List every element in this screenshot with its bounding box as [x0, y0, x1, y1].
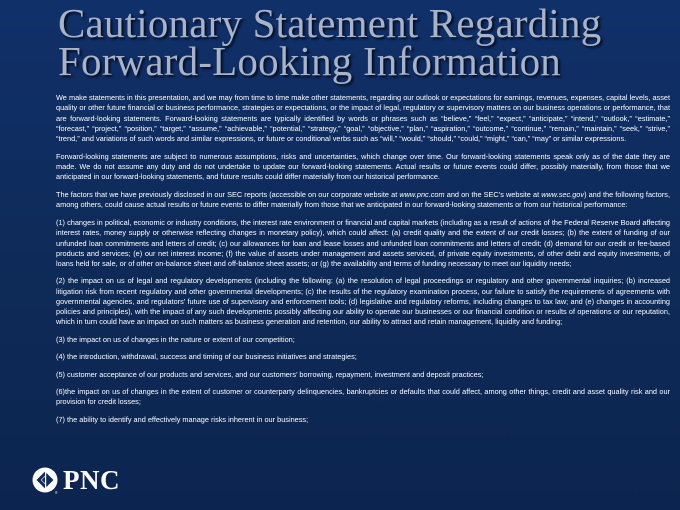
factor-item-4: (4) the introduction, withdrawal, success and timing of our business initiatives and strategies; — [56, 352, 357, 362]
factor-item-7: (7) the ability to identify and effectively manage risks inherent in our business; — [56, 414, 309, 424]
factor-item-6: (6)the impact on us of changes in the extent of customer or counterparty delinquencies, bankruptcies or defaults that could affect, among other things, credit and asset quality risk and our provision for credit losses; — [56, 387, 670, 407]
title-line-2: Forward-Looking Information — [58, 38, 561, 84]
slide-title — [58, 0, 668, 84]
factors-text-middle: and on the SEC’s website at — [444, 190, 542, 199]
pnc-triangle-logo-icon — [32, 467, 58, 493]
paragraph-factors — [56, 190, 670, 211]
pnc-logo — [32, 462, 120, 498]
trademark-mark: ® — [55, 491, 58, 495]
pnc-website-link[interactable]: www.pnc.com — [399, 190, 445, 199]
pnc-logo-text: PNC — [63, 464, 120, 495]
sec-website-link[interactable]: www.sec.gov — [541, 190, 585, 199]
factor-item-2: (2) the impact on us of legal and regulatory developments (including the following: (a) the resolution of legal proceedings or regulatory and other governmental inquiries; (b) increased litigation risk from recent regulatory and other governmental developments; (c) the results of the regulatory examination process, our failure to satisfy the requirements of agreements with governmental agencies, and regulators’ future use of supervisory and enforcement tools; (d) legislative and regulatory reforms, including changes to tax law; and (e) changes in accounting policies and principles), with the impact of any such developments possibly affecting our ability to operate our businesses or our financial condition or results of operations or our reputation, which in turn could have an impact on such matters as business generation and retention, our ability to attract and retain management, liquidity and funding; — [56, 276, 670, 327]
statement-body — [56, 93, 670, 432]
paragraph-assumptions-risks: Forward-looking statements are subject to numerous assumptions, risks and uncertainties, which change over time. Our forward-looking statements speak only as of the date they are made. We do not assume any duty and do not undertake to update our forward-looking statements. Actual results or future events could differ, possibly materially, from those that we anticipated in our forward-looking statements, and future results could differ materially from our historical performance. — [56, 151, 670, 182]
factor-item-5: (5) customer acceptance of our products and services, and our customers’ borrowing, repayment, investment and deposit practices; — [56, 369, 484, 379]
factor-item-3: (3) the impact on us of changes in the nature or extent of our competition; — [56, 334, 295, 344]
title-line-1: Cautionary Statement Regarding — [58, 0, 602, 46]
factors-text-end: ) and the following factors, among others, could cause actual results or future events to differ materially from those that we anticipated in our forward-looking statements or from our historical performance: — [56, 190, 670, 210]
factor-item-1: (1) changes in political, economic or industry conditions, the interest rate environment or financial and capital markets (including as a result of actions of the Federal Reserve Board affecting interest rates, money supply or otherwise reflecting changes in monetary policy), which could affect: (a) credit quality and the extent of our credit losses; (b) the extent of funding of our unfunded loan commitments and letters of credit; (c) our allowances for loan and lease losses and unfunded loan commitments and letters of credit; (d) demand for our credit or fee-based products and services; (e) our net interest income; (f) the value of assets under management and assets serviced, of private equity investments, of other debt and equity investments, of loans held for sale, or of other on-balance sheet and off-balance sheet assets; or (g) the availability and terms of funding necessary to meet our liquidity needs; — [56, 218, 670, 268]
factors-text-start: The factors that we have previously disclosed in our SEC reports (accessible on our corporate website at — [56, 190, 400, 199]
paragraph-forward-looking-definition: We make statements in this presentation, and we may from time to time make other statements, regarding our outlook or expectations for earnings, revenues, expenses, capital levels, asset quality or other future financial or business performance, strategies or expectations, or the impact of legal, regulatory or supervisory matters on our business operations or performance, that are forward-looking statements. Forward-looking statements are typically identified by words or phrases such as “believe,” “feel,” “expect,” “anticipate,” “intend,” “outlook,” “estimate,” “forecast,” “project,” “position,” “target,” “assume,” “achievable,” “potential,” “strategy,” “goal,” “objective,” “plan,” “aspiration,” “outcome,” “continue,” “remain,” “maintain,” “seek,” “strive,” “trend,” and variations of such words and similar expressions, or future or conditional verbs such as “will,” “would,” “should,” “could,” “might,” “can,” “may” or similar expressions. — [56, 93, 670, 143]
